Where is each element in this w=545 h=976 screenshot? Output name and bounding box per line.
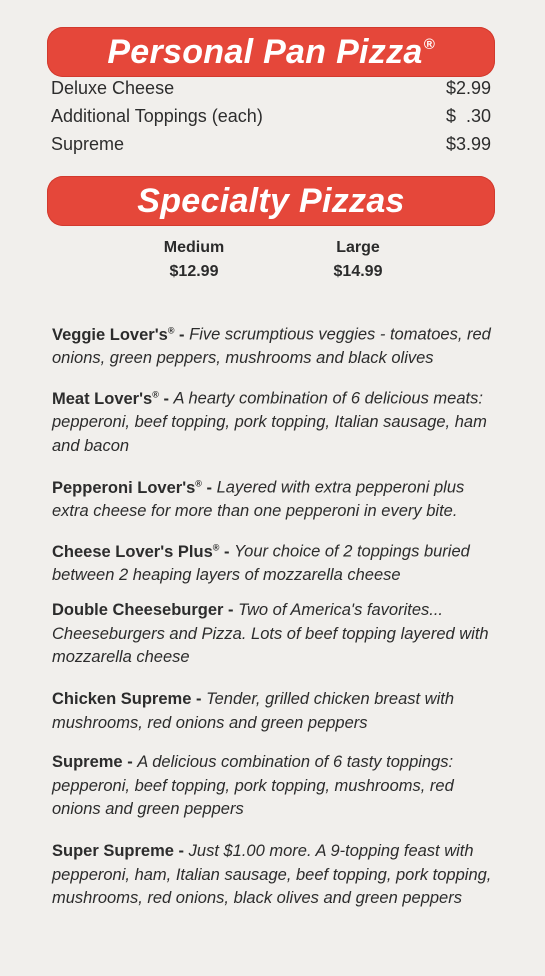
- pizza-description: Tender, grilled chicken breast with mushrooms, red onions and green peppers: [52, 690, 455, 732]
- size-large: [298, 236, 418, 284]
- pizza-description: Five scrumptious veggies - tomatoes, red onions, green peppers, mushrooms and black olives: [52, 325, 491, 367]
- pizza-name: Pepperoni Lover's® -: [52, 478, 217, 497]
- pizza-item: [52, 840, 500, 911]
- specialty-pizzas-banner: [47, 176, 495, 226]
- size-label: Medium: [163, 239, 225, 256]
- pan-item-price: $3.99: [445, 134, 491, 154]
- pan-item-row: [51, 134, 491, 155]
- pizza-name: Chicken Supreme -: [52, 690, 207, 708]
- pizza-name: Double Cheeseburger -: [52, 601, 239, 619]
- pizza-description: Your choice of 2 toppings buried between 2 heaping layers of mozzarella cheese: [52, 542, 470, 584]
- pizza-name: Cheese Lover's Plus® -: [52, 542, 235, 561]
- pizza-name: Meat Lover's® -: [52, 389, 174, 408]
- pizza-item: [52, 751, 500, 822]
- pan-item-name: Deluxe Cheese: [51, 78, 175, 98]
- size-price: $14.99: [333, 263, 383, 280]
- pizza-item: [52, 319, 500, 371]
- pan-item-price: $2.99: [445, 78, 491, 98]
- pizza-item: [52, 599, 500, 670]
- pan-item-name: Supreme: [51, 134, 125, 154]
- pizza-description: A delicious combination of 6 tasty toppings: pepperoni, beef topping, pork topping, mushrooms, red onions and green peppers: [52, 753, 454, 818]
- pizza-item: [52, 383, 500, 458]
- pan-item-row: [51, 78, 491, 99]
- pan-item-row: [51, 106, 491, 127]
- pizza-name: Super Supreme -: [52, 842, 189, 860]
- pizza-description: Two of America's favorites... Cheeseburgers and Pizza. Lots of beef topping layered with mozzarella cheese: [52, 601, 489, 666]
- pizza-item: [52, 536, 500, 588]
- pizza-name: Veggie Lover's® -: [52, 325, 190, 344]
- pan-item-price: $ .30: [445, 106, 491, 126]
- personal-pan-pizza-title: Personal Pan Pizza: [107, 32, 423, 71]
- pan-item-name: Additional Toppings (each): [51, 106, 263, 126]
- pizza-description: Layered with extra pepperoni plus extra cheese for more than one pepperoni in every bite.: [52, 478, 465, 520]
- pizza-name: Supreme -: [52, 753, 138, 771]
- specialty-pizzas-title: Specialty Pizzas: [137, 181, 405, 220]
- pizza-item: [52, 472, 500, 524]
- size-price: $12.99: [169, 263, 219, 280]
- size-medium: [134, 236, 254, 284]
- pizza-description: A hearty combination of 6 delicious meats: pepperoni, beef topping, pork topping, Italian sausage, ham and bacon: [52, 389, 487, 455]
- personal-pan-pizza-banner: [47, 27, 495, 77]
- size-label: Large: [336, 239, 380, 256]
- pizza-description: Just $1.00 more. A 9-topping feast with pepperoni, ham, Italian sausage, beef topping, pork topping, mushrooms, red onions, black olives and green peppers: [52, 842, 492, 907]
- registered-mark: ®: [423, 35, 435, 53]
- pizza-item: [52, 688, 500, 735]
